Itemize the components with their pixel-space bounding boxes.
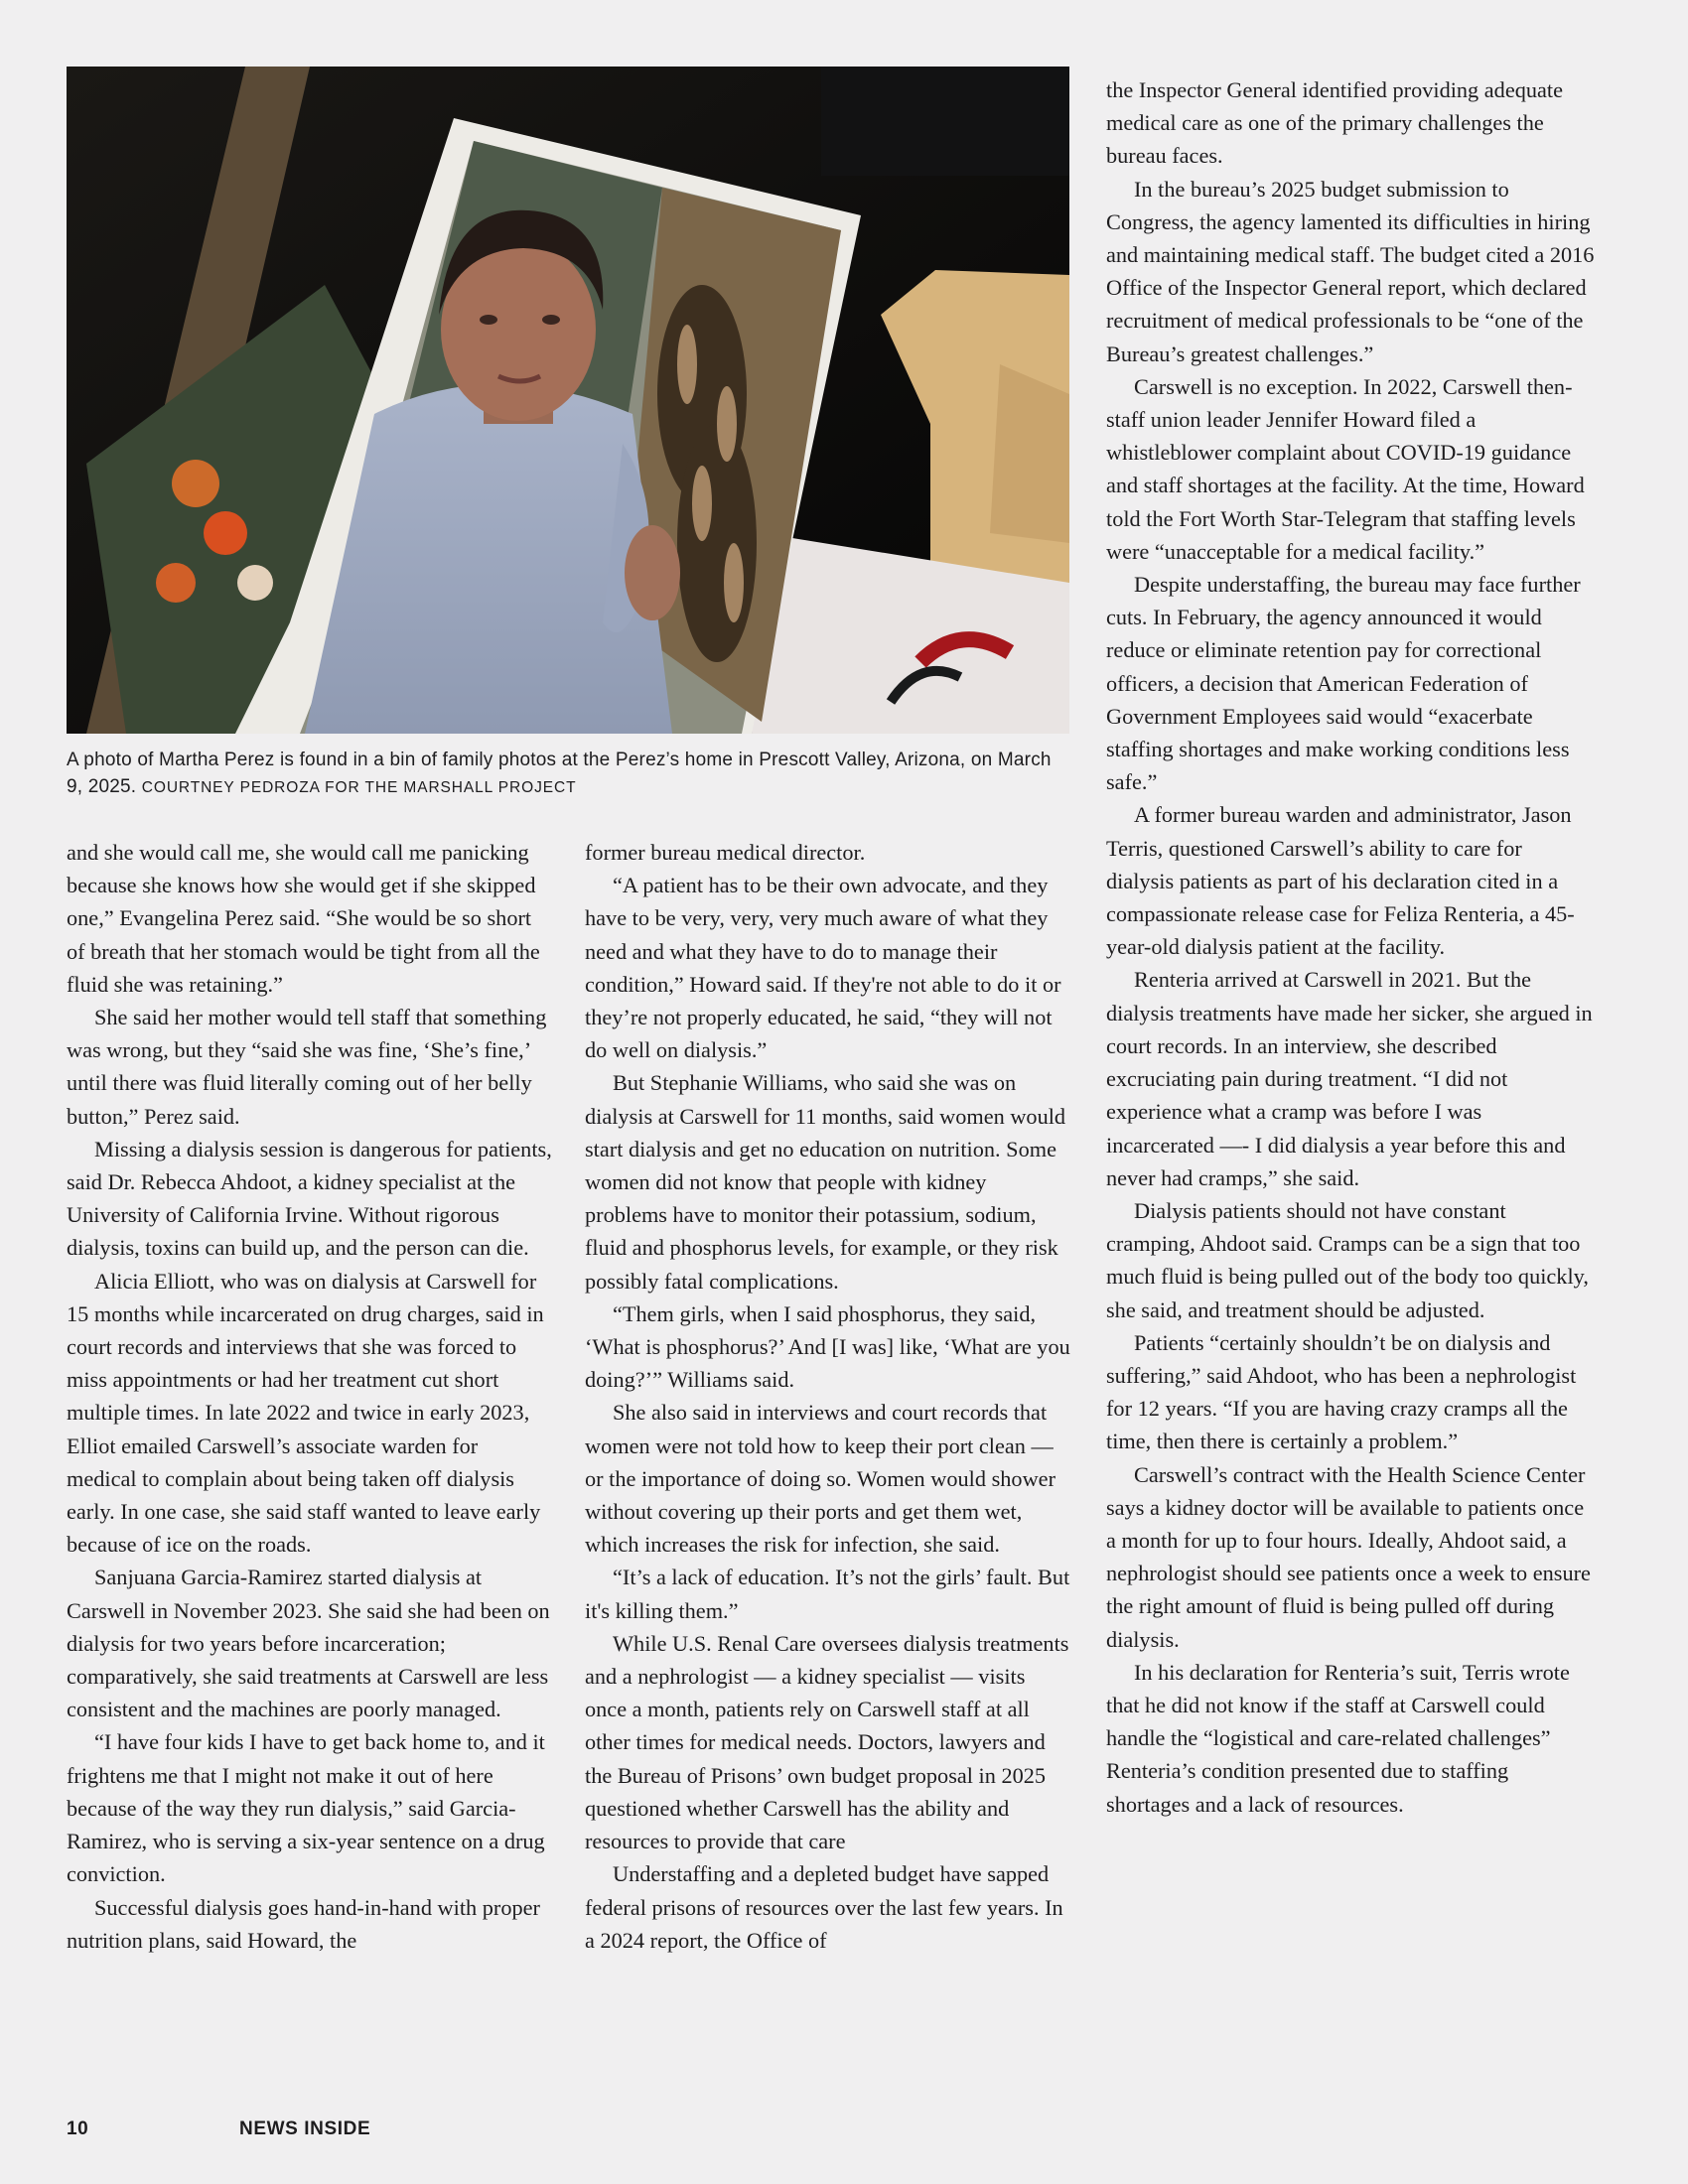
- paragraph: Carswell is no exception. In 2022, Carswell then-staff union leader Jennifer Howard filed a whistleblower complaint about COVID-19 guidance and staff shortages at the facility. At the time, Howard told the Fort Worth Star-Telegram that staffing levels were “unacceptable for a medical facility.”: [1106, 373, 1585, 564]
- paragraph: Understaffing and a depleted budget have sapped federal prisons of resources over the last few years. In a 2024 report, the Office of: [585, 1861, 1063, 1953]
- paragraph: and she would call me, she would call me panicking because she knows how she would get if she skipped one,” Evangelina Perez said. “She would be so short of breath that her stomach would be tight from all the fluid she was retaining.”: [67, 840, 540, 997]
- paragraph: She said her mother would tell staff that something was wrong, but they “said she was fine, ‘She’s fine,’ until there was fluid literally coming out of her belly button,” Perez said.: [67, 1005, 547, 1129]
- paragraph: “I have four kids I have to get back home to, and it frightens me that I might not make it out of here because of the way they run dialysis,” said Garcia-Ramirez, who is serving a six-year sentence on a drug conviction.: [67, 1729, 545, 1887]
- photo-illustration: [67, 67, 1069, 734]
- paragraph: But Stephanie Williams, who said she was on dialysis at Carswell for 11 months, said women would start dialysis and get no education on nutrition. Some women did not know that people with kidney problems have to monitor their potassium, sodium, fluid and phosphorus levels, for example, or they risk possibly fatal complications.: [585, 1070, 1066, 1294]
- photo-caption: [67, 747, 1069, 801]
- article-column-1: [67, 836, 553, 1957]
- paragraph: former bureau medical director.: [585, 840, 866, 865]
- section-name: NEWS INSIDE: [239, 2118, 371, 2139]
- paragraph: In the bureau’s 2025 budget submission to Congress, the agency lamented its difficulties in hiring and maintaining medical staff. The budget cited a 2016 Office of the Inspector General report, which declared recruitment of medical professionals to be “one of the Bureau’s greatest challenges.”: [1106, 176, 1595, 366]
- paragraph: Dialysis patients should not have constant cramping, Ahdoot said. Cramps can be a sign that too much fluid is being pulled out of the body too quickly, she said, and treatment should be adjusted.: [1106, 1197, 1589, 1322]
- paragraph: Patients “certainly shouldn’t be on dialysis and suffering,” said Ahdoot, who has been a nephrologist for 12 years. “If you are having crazy cramps all the time, then there is certainly a problem.”: [1106, 1329, 1577, 1454]
- photo-credit: COURTNEY PEDROZA FOR THE MARSHALL PROJECT: [141, 779, 577, 796]
- page-number: 10: [67, 2118, 89, 2139]
- article-photo: [67, 67, 1069, 734]
- paragraph: “A patient has to be their own advocate, and they have to be very, very, very much aware of what they need and what they have to do to manage their condition,” Howard said. If they're not able to do it or they’re not properly educated, he said, “they will not do well on dialysis.”: [585, 873, 1061, 1063]
- paragraph: Carswell’s contract with the Health Science Center says a kidney doctor will be available to patients once a month for up to four hours. Ideally, Ahdoot said, a nephrologist should see patients once a week to ensure the right amount of fluid is being pulled off during dialysis.: [1106, 1461, 1591, 1652]
- paragraph: Missing a dialysis session is dangerous for patients, said Dr. Rebecca Ahdoot, a kidney specialist at the University of California Irvine. Without rigorous dialysis, toxins can build up, and the person can die.: [67, 1136, 552, 1261]
- paragraph: Despite understaffing, the bureau may face further cuts. In February, the agency announced it would reduce or eliminate retention pay for correctional officers, a decision that American Federation of Government Employees said would “exacerbate staffing shortages and make working conditions less safe.”: [1106, 572, 1581, 795]
- paragraph: She also said in interviews and court records that women were not told how to keep their port clean — or the importance of doing so. Women would shower without covering up their ports and get them wet, which increases the risk for infection, she said.: [585, 1400, 1055, 1558]
- paragraph: “Them girls, when I said phosphorus, they said, ‘What is phosphorus?’ And [I was] like, ‘What are you doing?’” Williams said.: [585, 1300, 1070, 1393]
- paragraph: Sanjuana Garcia-Ramirez started dialysis at Carswell in November 2023. She said she had been on dialysis for two years before incarceration; comparatively, she said treatments at Carswell are less consistent and the machines are poorly managed.: [67, 1565, 550, 1722]
- paragraph: Successful dialysis goes hand-in-hand with proper nutrition plans, said Howard, the: [67, 1894, 540, 1953]
- paragraph: “It’s a lack of education. It’s not the girls’ fault. But it's killing them.”: [585, 1565, 1070, 1623]
- paragraph: Alicia Elliott, who was on dialysis at Carswell for 15 months while incarcerated on drug charges, said in court records and interviews that she was forced to miss appointments or had her treatment cut short multiple times. In late 2022 and twice in early 2023, Elliot emailed Carswell’s associate warden for medical to complain about being taken off dialysis early. In one case, she said staff wanted to leave early because of ice on the roads.: [67, 1268, 544, 1558]
- paragraph: While U.S. Renal Care oversees dialysis treatments and a nephrologist — a kidney specialist — visits once a month, patients rely on Carswell staff at all other times for medical needs. Doctors, lawyers and the Bureau of Prisons’ own budget proposal in 2025 questioned whether Carswell has the ability and resources to provide that care: [585, 1630, 1069, 1854]
- article-column-3: [1106, 73, 1595, 1821]
- caption-text: A photo of Martha Perez is found in a bin of family photos at the Perez’s home in Prescott Valley, Arizona, on March 9, 2025.: [67, 750, 1052, 797]
- paragraph: In his declaration for Renteria’s suit, Terris wrote that he did not know if the staff at Carswell could handle the “logistical and care-related challenges” Renteria’s condition presented due to staffing shortages and a lack of resources.: [1106, 1659, 1570, 1817]
- paragraph: the Inspector General identified providing adequate medical care as one of the primary challenges the bureau faces.: [1106, 77, 1564, 169]
- paragraph: A former bureau warden and administrator, Jason Terris, questioned Carswell’s ability to care for dialysis patients as part of his declaration cited in a compassionate release case for Feliza Renteria, a 45-year-old dialysis patient at the facility.: [1106, 802, 1575, 960]
- article-column-2: [585, 836, 1071, 1957]
- paragraph: Renteria arrived at Carswell in 2021. But the dialysis treatments have made her sicker, she argued in court records. In an interview, she described excruciating pain during treatment. “I did not experience what a cramp was before I was incarcerated —- I did dialysis a year before this and never had cramps,” she said.: [1106, 967, 1593, 1190]
